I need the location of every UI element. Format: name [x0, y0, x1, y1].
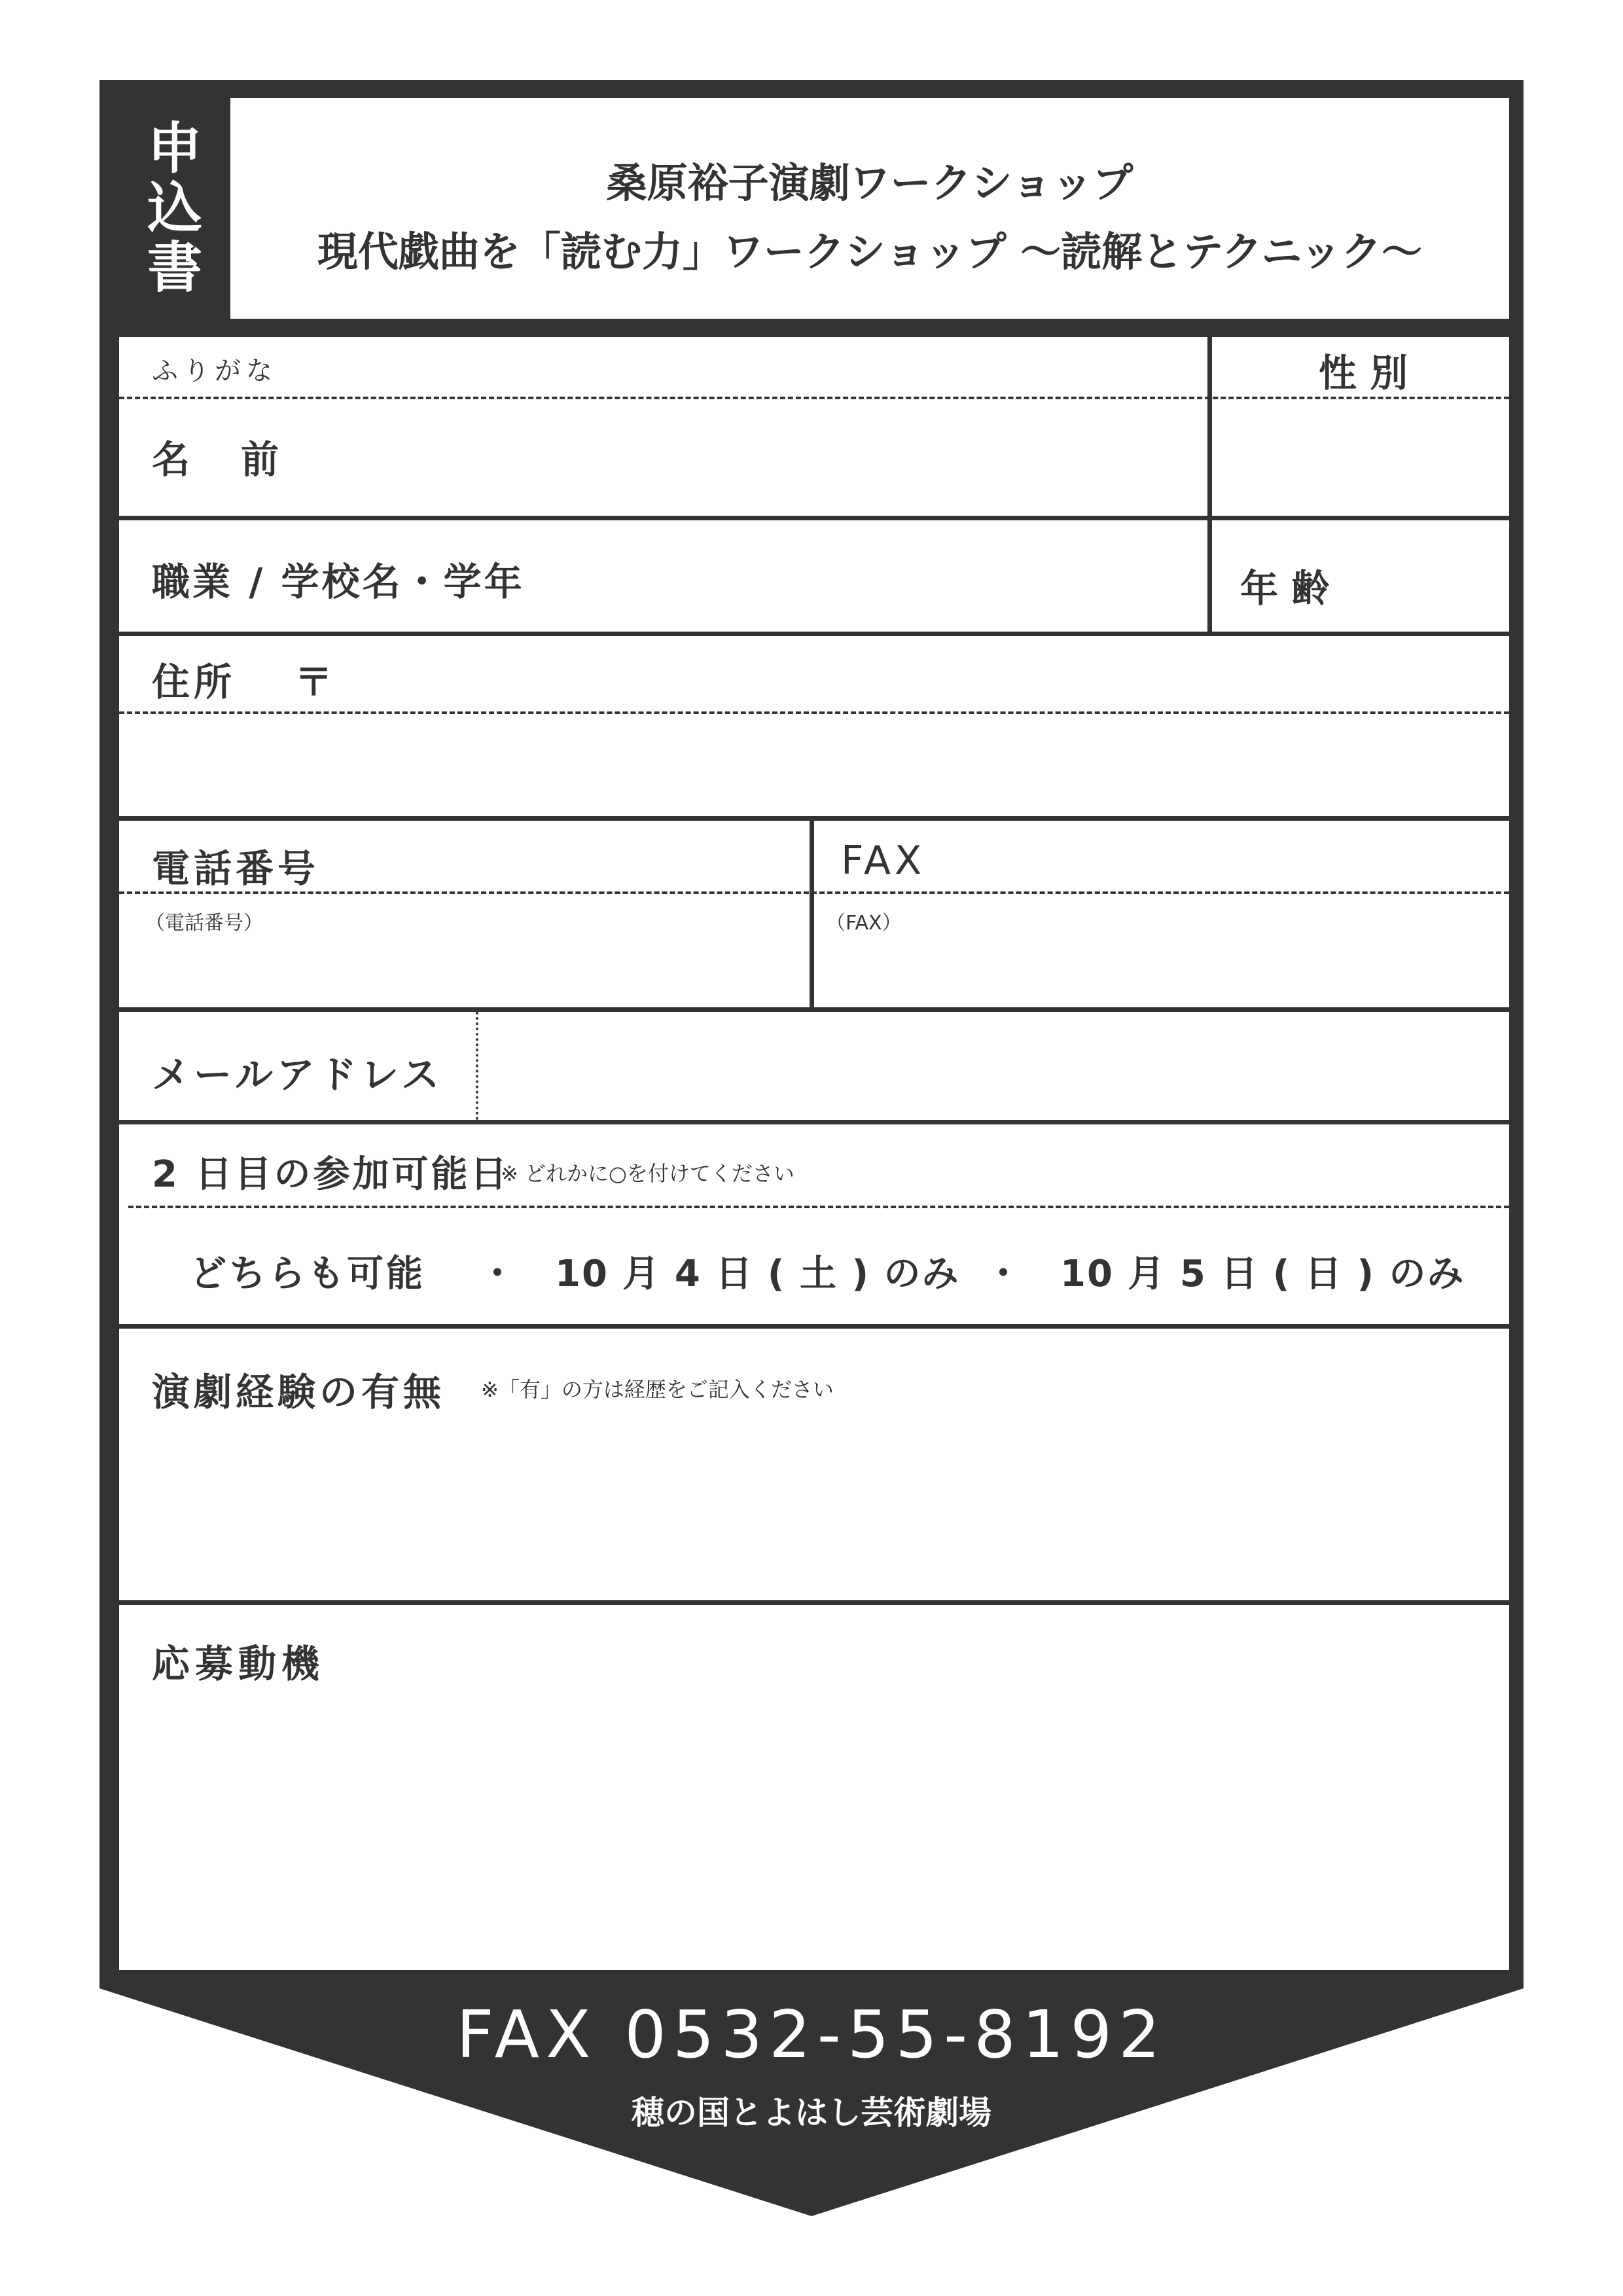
age-label: 年 齢: [1240, 566, 1330, 611]
experience-note: ※「有」の方は経歴をご記入ください: [481, 1377, 834, 1402]
form-type-char-3: 書: [147, 235, 202, 300]
day2-option-oct5[interactable]: 10 月 5 日 ( 日 ) のみ: [1060, 1253, 1465, 1295]
motive-label: 応募動機: [152, 1641, 325, 1686]
email-divider: [476, 1012, 478, 1120]
furigana-label: ふりがな: [152, 356, 277, 386]
experience-label: 演劇経験の有無: [152, 1370, 446, 1414]
name-label: 名 前: [152, 437, 286, 482]
phone-label: 電話番号: [152, 846, 320, 891]
fax-number: FAX 0532-55-8192: [456, 1996, 1167, 2073]
motive-field[interactable]: [119, 1605, 1509, 1970]
form-type-char-2: 込: [147, 176, 202, 241]
venue-name: 穂の国とよはし芸術劇場: [632, 2094, 991, 2132]
gender-label: 性 別: [1319, 351, 1408, 395]
fax-sub-label: （FAX）: [826, 912, 902, 935]
day2-note: ※ どれかに○を付けてください: [501, 1161, 794, 1186]
day2-divider: [128, 1206, 1509, 1208]
day2-option-both[interactable]: どちらも可能: [190, 1253, 425, 1295]
phone-sub-label: （電話番号）: [145, 912, 263, 935]
occupation-label: 職業 / 学校名・学年: [152, 560, 525, 604]
day2-option-oct4[interactable]: 10 月 4 日 ( 土 ) のみ: [555, 1253, 960, 1295]
day2-separator-1: ・: [479, 1253, 516, 1295]
workshop-title: 桑原裕子演劇ワークショップ: [606, 159, 1133, 207]
workshop-subtitle: 現代戯曲を「読む力」ワークショップ 〜読解とテクニック〜: [317, 228, 1423, 276]
phone-fax-divider: [119, 891, 1509, 894]
form-type-char-1: 申: [147, 117, 202, 181]
day2-separator-2: ・: [985, 1253, 1022, 1295]
name-field[interactable]: [119, 337, 1207, 516]
day2-label: 2 日目の参加可能日: [152, 1153, 510, 1196]
address-label: 住所 〒: [152, 660, 337, 704]
email-label: メールアドレス: [152, 1052, 444, 1097]
form-type-label: [119, 98, 230, 319]
address-divider: [119, 711, 1509, 714]
furigana-divider: [119, 397, 1509, 399]
fax-label: FAX: [841, 838, 926, 884]
